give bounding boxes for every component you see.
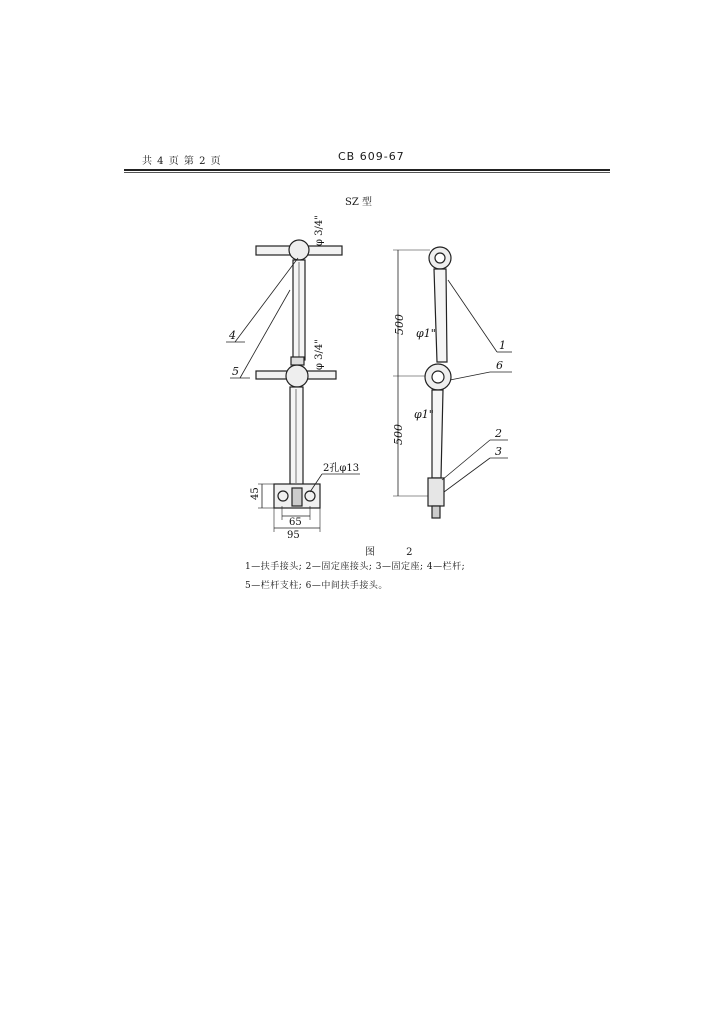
holes-dim: 2孔φ13: [323, 463, 360, 474]
callout-3: 3: [495, 445, 502, 458]
callout-2: 2: [495, 427, 502, 440]
outer-width-dim: 95: [287, 530, 300, 541]
upper-tube: [434, 269, 447, 362]
diameter-dim-lower: φ1": [414, 408, 434, 421]
top-ball-joint: [289, 240, 309, 260]
thread-dim-middle: φ 3/4": [314, 339, 325, 370]
figure-title: 图 2: [365, 547, 427, 558]
type-label: SZ 型: [345, 197, 372, 208]
right-view: [393, 247, 512, 518]
middle-ball-joint: [286, 365, 308, 387]
document-code: CB 609-67: [338, 150, 405, 163]
callout-5: 5: [232, 365, 239, 378]
height-dim: 45: [250, 487, 261, 500]
inner-width-dim: 65: [289, 517, 302, 528]
lower-tube: [432, 390, 443, 478]
length-dim-upper: 500: [393, 314, 406, 335]
callout-4: 4: [229, 329, 236, 342]
diameter-dim-upper: φ1": [416, 327, 436, 340]
callout-1: 1: [499, 339, 506, 352]
base-fitting: [428, 478, 444, 506]
lower-post: [290, 387, 303, 485]
figure-legend-line-2: 5—栏杆支柱; 6—中间扶手接头。: [245, 581, 388, 591]
figure-legend-line-1: 1—扶手接头; 2—固定座接头; 3—固定座; 4—栏杆;: [245, 562, 466, 572]
callout-6: 6: [496, 359, 503, 372]
left-view: [226, 240, 360, 532]
length-dim-lower: 500: [392, 424, 405, 445]
thread-dim-top: φ 3/4": [314, 215, 325, 246]
page-count: 共 4 页 第 2 页: [142, 156, 222, 167]
